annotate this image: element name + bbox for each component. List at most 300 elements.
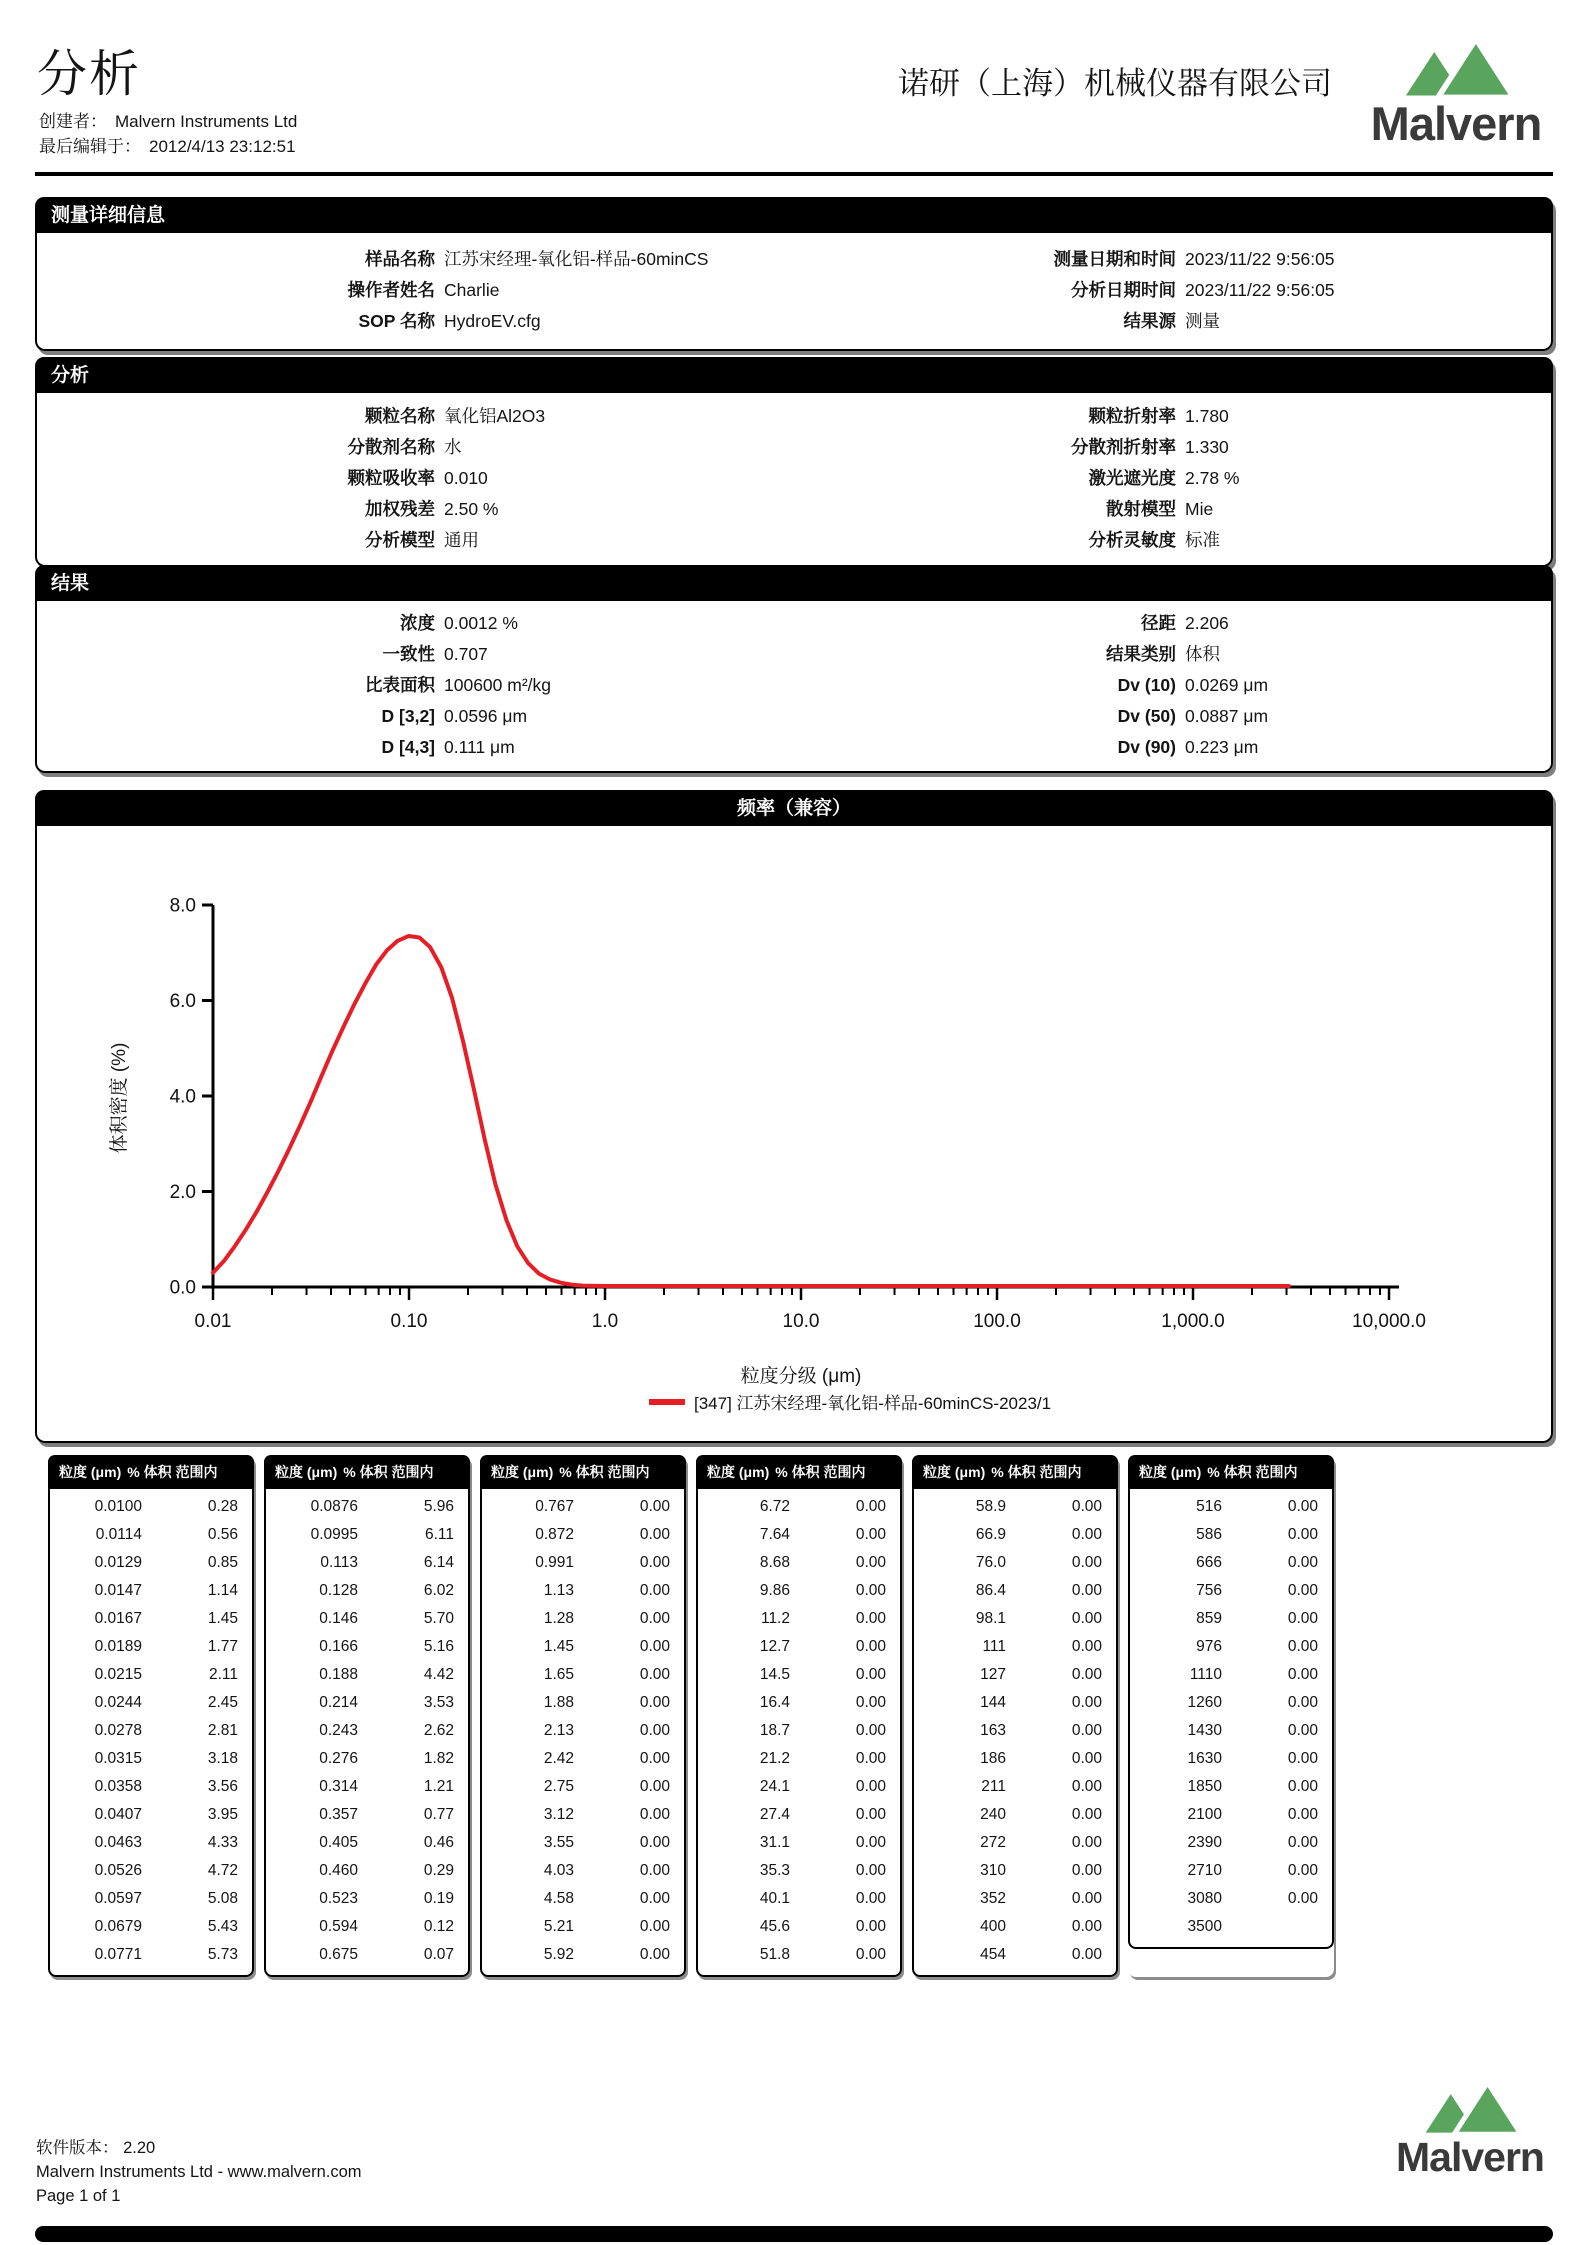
cell-volume-pct: 0.29 — [423, 1862, 454, 1879]
table-row — [482, 1941, 684, 1969]
cell-volume-pct: 0.00 — [1287, 1554, 1318, 1571]
cell-volume-pct: 0.00 — [1287, 1498, 1318, 1515]
table-row — [482, 1773, 684, 1801]
field-label: 颗粒吸收率 — [347, 468, 435, 488]
cell-size: 24.1 — [759, 1778, 790, 1795]
cell-size: 5.92 — [543, 1946, 574, 1963]
field-value: 1.780 — [1185, 406, 1229, 426]
cell-volume-pct: 0.00 — [855, 1806, 886, 1823]
field-row — [796, 494, 1551, 525]
y-tick-label: 0.0 — [169, 1277, 196, 1299]
field-label: 测量日期和时间 — [1053, 249, 1176, 269]
cell-volume-pct: 5.96 — [423, 1498, 454, 1515]
field-row — [796, 463, 1551, 494]
cell-size: 0.0189 — [94, 1638, 142, 1655]
cell-volume-pct: 0.00 — [1071, 1610, 1102, 1627]
cell-volume-pct: 0.00 — [1071, 1946, 1102, 1963]
cell-size: 0.0147 — [94, 1582, 142, 1599]
cell-volume-pct: 2.11 — [208, 1666, 238, 1683]
cell-volume-pct: 1.77 — [207, 1638, 238, 1655]
cell-size: 0.991 — [535, 1554, 574, 1571]
field-value: 江苏宋经理-氧化铝-样品-60minCS — [444, 249, 709, 269]
cell-size: 0.675 — [319, 1946, 358, 1963]
results-left-column — [37, 608, 796, 763]
table-row — [482, 1745, 684, 1773]
table-row — [50, 1577, 252, 1605]
cell-size: 0.0315 — [94, 1750, 142, 1767]
table-row — [50, 1913, 252, 1941]
cell-volume-pct: 0.00 — [855, 1610, 886, 1627]
section-analysis-title: 分析 — [35, 357, 1553, 393]
cell-volume-pct: 5.43 — [207, 1918, 238, 1935]
cell-size: 0.0278 — [94, 1722, 142, 1739]
cell-size: 666 — [1196, 1554, 1222, 1571]
header-divider — [35, 172, 1553, 176]
cell-size: 16.4 — [759, 1694, 790, 1711]
created-by-label: 创建者： — [39, 112, 107, 131]
cell-size: 0.0407 — [94, 1806, 142, 1823]
cell-volume-pct: 0.00 — [1287, 1862, 1318, 1879]
table-row — [266, 1521, 468, 1549]
table-row — [914, 1885, 1116, 1913]
cell-size: 586 — [1196, 1526, 1222, 1543]
cell-size: 0.0597 — [94, 1890, 142, 1907]
col-header-volume-in-range: % 体积 范围内 — [343, 1464, 434, 1480]
software-version-label: 软件版本： — [36, 2139, 119, 2157]
table-row — [914, 1717, 1116, 1745]
table-row — [698, 1605, 900, 1633]
table-row — [266, 1633, 468, 1661]
cell-volume-pct: 0.00 — [639, 1638, 670, 1655]
cell-size: 1260 — [1187, 1694, 1222, 1711]
field-row — [37, 701, 796, 732]
cell-volume-pct: 1.14 — [207, 1582, 238, 1599]
cell-volume-pct: 0.00 — [639, 1918, 670, 1935]
field-value: 氧化铝Al2O3 — [444, 406, 546, 426]
cell-volume-pct: 4.72 — [207, 1862, 238, 1879]
table-row — [1130, 1745, 1332, 1773]
cell-size: 0.0100 — [94, 1498, 142, 1515]
cell-size: 31.1 — [759, 1834, 790, 1851]
field-label: 激光遮光度 — [1088, 468, 1176, 488]
field-label: Dv (90) — [1117, 737, 1176, 757]
cell-size: 86.4 — [975, 1582, 1006, 1599]
table-row — [914, 1633, 1116, 1661]
cell-size: 0.0463 — [94, 1834, 142, 1851]
table-row — [1130, 1577, 1332, 1605]
cell-size: 3.12 — [543, 1806, 574, 1823]
cell-size: 27.4 — [759, 1806, 790, 1823]
field-label: 样品名称 — [365, 249, 435, 269]
cell-volume-pct: 0.00 — [1071, 1862, 1102, 1879]
cell-volume-pct: 0.00 — [855, 1918, 886, 1935]
cell-size: 2390 — [1187, 1834, 1222, 1851]
size-table-header — [264, 1455, 470, 1489]
table-row — [50, 1661, 252, 1689]
cell-size: 0.0771 — [94, 1946, 142, 1963]
field-label: D [4,3] — [381, 737, 435, 757]
malvern-logo — [1352, 40, 1560, 150]
y-tick-label: 8.0 — [169, 895, 196, 917]
cell-size: 9.86 — [759, 1582, 790, 1599]
table-row — [698, 1549, 900, 1577]
cell-size: 127 — [980, 1666, 1006, 1683]
field-row — [796, 639, 1551, 670]
cell-size: 0.767 — [535, 1498, 574, 1515]
frequency-curve — [213, 936, 1289, 1286]
size-table-body — [912, 1489, 1118, 1977]
y-axis-title: 体积密度 (%) — [109, 1042, 130, 1154]
table-row — [1130, 1661, 1332, 1689]
cell-volume-pct: 0.00 — [639, 1834, 670, 1851]
size-table-body — [480, 1489, 686, 1977]
table-row — [482, 1521, 684, 1549]
table-row — [266, 1549, 468, 1577]
table-row — [914, 1801, 1116, 1829]
size-table-body — [696, 1489, 902, 1977]
cell-volume-pct: 0.00 — [639, 1554, 670, 1571]
cell-size: 4.58 — [543, 1890, 574, 1907]
cell-size: 0.243 — [319, 1722, 358, 1739]
cell-size: 454 — [980, 1946, 1006, 1963]
col-header-volume-in-range: % 体积 范围内 — [775, 1464, 866, 1480]
table-row — [50, 1493, 252, 1521]
cell-size: 400 — [980, 1918, 1006, 1935]
field-row — [37, 275, 796, 306]
field-label: 操作者姓名 — [347, 280, 435, 300]
malvern-triangles-icon — [1424, 2083, 1516, 2137]
cell-size: 1.65 — [543, 1666, 574, 1683]
section-measurement-body — [35, 233, 1553, 351]
cell-volume-pct: 0.85 — [207, 1554, 238, 1571]
cell-size: 0.276 — [319, 1750, 358, 1767]
cell-volume-pct: 0.00 — [1071, 1890, 1102, 1907]
field-value: 通用 — [444, 530, 479, 550]
size-table — [912, 1455, 1118, 1977]
size-tables — [48, 1455, 1558, 1977]
cell-volume-pct: 0.00 — [1287, 1806, 1318, 1823]
cell-volume-pct: 0.00 — [1287, 1722, 1318, 1739]
table-row — [1130, 1773, 1332, 1801]
analysis-left-column — [37, 401, 796, 556]
field-label: Dv (50) — [1117, 706, 1176, 726]
cell-volume-pct: 0.77 — [423, 1806, 454, 1823]
cell-volume-pct: 2.62 — [423, 1722, 454, 1739]
col-header-volume-in-range: % 体积 范围内 — [991, 1464, 1082, 1480]
cell-size: 0.872 — [535, 1526, 574, 1543]
cell-size: 1.45 — [543, 1638, 574, 1655]
x-tick-label: 1.0 — [591, 1311, 619, 1332]
col-header-size: 粒度 (μm) — [59, 1464, 122, 1480]
field-row — [796, 275, 1551, 306]
table-row — [698, 1885, 900, 1913]
cell-size: 2.42 — [543, 1750, 574, 1767]
table-row — [698, 1857, 900, 1885]
section-measurement-title: 测量详细信息 — [35, 197, 1553, 233]
cell-volume-pct: 0.00 — [855, 1498, 886, 1515]
table-row — [698, 1829, 900, 1857]
cell-volume-pct: 0.00 — [639, 1666, 670, 1683]
table-row — [698, 1493, 900, 1521]
cell-volume-pct: 0.00 — [639, 1750, 670, 1767]
x-tick-label: 10.0 — [782, 1311, 820, 1332]
cell-size: 98.1 — [975, 1610, 1006, 1627]
table-row — [50, 1549, 252, 1577]
cell-size: 144 — [980, 1694, 1006, 1711]
analysis-right-column — [796, 401, 1551, 556]
table-row — [914, 1829, 1116, 1857]
table-row — [698, 1661, 900, 1689]
field-value: 体积 — [1185, 644, 1220, 664]
field-label: 分散剂名称 — [347, 437, 435, 457]
cell-volume-pct: 0.00 — [639, 1722, 670, 1739]
cell-size: 14.5 — [759, 1666, 790, 1683]
field-value: 0.111 μm — [444, 737, 515, 757]
table-row — [698, 1913, 900, 1941]
x-axis-title: 粒度分级 (μm) — [740, 1366, 862, 1387]
size-table — [696, 1455, 902, 1977]
cell-volume-pct: 0.00 — [1071, 1694, 1102, 1711]
field-row — [796, 701, 1551, 732]
field-label: D [3,2] — [381, 706, 435, 726]
cell-volume-pct: 0.00 — [1287, 1778, 1318, 1795]
table-row — [50, 1829, 252, 1857]
cell-volume-pct: 0.28 — [207, 1498, 238, 1515]
field-value: 2.206 — [1185, 613, 1229, 633]
table-row — [266, 1605, 468, 1633]
field-label: Dv (10) — [1117, 675, 1176, 695]
table-row — [482, 1689, 684, 1717]
table-row — [482, 1605, 684, 1633]
cell-volume-pct: 5.08 — [207, 1890, 238, 1907]
cell-volume-pct: 0.00 — [639, 1694, 670, 1711]
y-tick-label: 4.0 — [169, 1086, 196, 1108]
table-row — [1130, 1605, 1332, 1633]
cell-volume-pct: 0.00 — [1071, 1498, 1102, 1515]
last-edited-line — [39, 132, 296, 157]
y-tick-label: 6.0 — [169, 991, 196, 1012]
table-row — [50, 1941, 252, 1969]
cell-volume-pct: 5.70 — [423, 1610, 454, 1627]
cell-size: 1.88 — [543, 1694, 574, 1711]
cell-size: 0.0114 — [95, 1526, 142, 1543]
chart-title: 频率（兼容） — [35, 790, 1553, 826]
cell-volume-pct: 0.00 — [639, 1498, 670, 1515]
field-label: 加权残差 — [365, 499, 435, 519]
cell-size: 310 — [980, 1862, 1006, 1879]
table-row — [698, 1745, 900, 1773]
results-right-column — [796, 608, 1551, 763]
table-row — [266, 1577, 468, 1605]
field-label: 比表面积 — [365, 675, 435, 695]
table-row — [266, 1745, 468, 1773]
cell-size: 516 — [1196, 1498, 1222, 1515]
cell-size: 0.146 — [319, 1610, 358, 1627]
field-value: 0.0887 μm — [1185, 706, 1269, 726]
footer-page-number: Page 1 of 1 — [36, 2187, 121, 2205]
cell-size: 0.214 — [319, 1694, 358, 1711]
field-label: 一致性 — [382, 644, 435, 664]
cell-size: 0.357 — [319, 1806, 358, 1823]
table-row — [266, 1493, 468, 1521]
section-results-title: 结果 — [35, 565, 1553, 601]
cell-size: 58.9 — [975, 1498, 1006, 1515]
cell-volume-pct: 0.00 — [855, 1834, 886, 1851]
field-label: 颗粒折射率 — [1088, 406, 1176, 426]
cell-volume-pct: 0.00 — [855, 1582, 886, 1599]
field-row — [796, 525, 1551, 556]
field-label: 分析灵敏度 — [1088, 530, 1176, 550]
cell-volume-pct: 0.00 — [639, 1778, 670, 1795]
table-row — [698, 1633, 900, 1661]
cell-volume-pct: 0.00 — [639, 1806, 670, 1823]
cell-size: 0.523 — [319, 1890, 358, 1907]
field-value: 水 — [444, 437, 462, 457]
x-tick-label: 0.10 — [390, 1311, 428, 1332]
table-row — [266, 1857, 468, 1885]
size-table-body — [48, 1489, 254, 1977]
cell-volume-pct: 0.00 — [639, 1582, 670, 1599]
size-table-body — [264, 1489, 470, 1977]
cell-size: 0.0167 — [94, 1610, 142, 1627]
table-row — [1130, 1689, 1332, 1717]
cell-size: 0.0358 — [94, 1778, 142, 1795]
table-row — [914, 1493, 1116, 1521]
table-row — [698, 1717, 900, 1745]
field-label: 颗粒名称 — [365, 406, 435, 426]
cell-size: 272 — [980, 1834, 1006, 1851]
table-row — [698, 1577, 900, 1605]
footer — [36, 2136, 362, 2208]
size-table — [480, 1455, 686, 1977]
table-row — [482, 1913, 684, 1941]
table-row — [50, 1745, 252, 1773]
cell-size: 3080 — [1187, 1890, 1222, 1907]
cell-size: 3500 — [1187, 1918, 1222, 1935]
cell-volume-pct: 3.95 — [207, 1806, 238, 1823]
table-row — [698, 1801, 900, 1829]
table-row — [698, 1773, 900, 1801]
footer-company-line: Malvern Instruments Ltd - www.malvern.com — [36, 2163, 362, 2181]
col-header-size: 粒度 (μm) — [1139, 1464, 1202, 1480]
table-row — [914, 1577, 1116, 1605]
cell-volume-pct: 0.00 — [855, 1638, 886, 1655]
cell-volume-pct: 0.00 — [855, 1890, 886, 1907]
cell-volume-pct — [1222, 1913, 1332, 1941]
cell-size: 0.113 — [320, 1554, 358, 1571]
cell-volume-pct: 0.00 — [1287, 1750, 1318, 1767]
malvern-triangles-icon — [1404, 40, 1508, 100]
size-table-header — [1128, 1455, 1334, 1489]
field-row — [37, 401, 796, 432]
cell-size: 0.188 — [319, 1666, 358, 1683]
field-row — [796, 244, 1551, 275]
field-value: 0.707 — [444, 644, 488, 664]
cell-size: 0.0244 — [94, 1694, 142, 1711]
section-analysis-body — [35, 393, 1553, 567]
cell-size: 0.166 — [319, 1638, 358, 1655]
cell-volume-pct: 0.00 — [1071, 1554, 1102, 1571]
cell-volume-pct: 3.18 — [207, 1750, 238, 1767]
x-tick-label: 10,000.0 — [1352, 1311, 1426, 1332]
field-value: 1.330 — [1185, 437, 1229, 457]
cell-volume-pct: 0.00 — [639, 1610, 670, 1627]
cell-volume-pct: 0.00 — [1071, 1722, 1102, 1739]
x-tick-label: 100.0 — [973, 1311, 1021, 1332]
cell-size: 76.0 — [975, 1554, 1006, 1571]
col-header-size: 粒度 (μm) — [923, 1464, 986, 1480]
table-row — [266, 1829, 468, 1857]
field-row — [37, 244, 796, 275]
cell-volume-pct: 0.00 — [855, 1666, 886, 1683]
measurement-left-column — [37, 244, 796, 337]
field-value: Charlie — [444, 280, 500, 300]
table-row — [1130, 1717, 1332, 1745]
cell-volume-pct: 5.16 — [423, 1638, 454, 1655]
table-row — [482, 1885, 684, 1913]
field-label: 浓度 — [400, 613, 435, 633]
table-row — [1130, 1549, 1332, 1577]
table-row — [50, 1689, 252, 1717]
table-row — [914, 1913, 1116, 1941]
size-table-header — [480, 1455, 686, 1489]
cell-size: 2100 — [1187, 1806, 1222, 1823]
x-tick-label: 1,000.0 — [1161, 1311, 1225, 1332]
table-row — [482, 1661, 684, 1689]
cell-size: 1110 — [1189, 1666, 1222, 1683]
last-edited-value: 2012/4/13 23:12:51 — [149, 137, 296, 156]
cell-volume-pct: 1.45 — [207, 1610, 238, 1627]
cell-volume-pct: 0.00 — [1071, 1806, 1102, 1823]
cell-size: 2.13 — [543, 1722, 574, 1739]
cell-size: 0.460 — [319, 1862, 358, 1879]
cell-volume-pct: 0.00 — [639, 1862, 670, 1879]
cell-size: 0.405 — [319, 1834, 358, 1851]
size-table — [264, 1455, 470, 1977]
table-row — [50, 1857, 252, 1885]
created-by-line — [39, 107, 297, 132]
field-label: 结果源 — [1123, 311, 1176, 331]
cell-volume-pct: 0.00 — [1287, 1834, 1318, 1851]
field-label: SOP 名称 — [358, 311, 435, 331]
field-value: 0.0012 % — [444, 613, 518, 633]
field-label: 分散剂折射率 — [1071, 437, 1176, 457]
field-label: 分析日期时间 — [1071, 280, 1176, 300]
cell-volume-pct: 4.33 — [207, 1834, 238, 1851]
table-row — [482, 1549, 684, 1577]
cell-volume-pct: 4.42 — [423, 1666, 454, 1683]
cell-volume-pct: 0.00 — [1287, 1890, 1318, 1907]
field-value: 0.0596 μm — [444, 706, 528, 726]
table-row — [914, 1605, 1116, 1633]
field-row — [37, 463, 796, 494]
cell-volume-pct: 0.00 — [639, 1890, 670, 1907]
field-row — [37, 494, 796, 525]
table-row — [266, 1717, 468, 1745]
table-row — [266, 1801, 468, 1829]
table-row — [1130, 1493, 1332, 1521]
cell-size: 1.28 — [543, 1610, 574, 1627]
company-name: 诺研（上海）机械仪器有限公司 — [898, 66, 1332, 101]
cell-size: 976 — [1196, 1638, 1222, 1655]
cell-volume-pct: 0.00 — [1071, 1526, 1102, 1543]
cell-size: 0.0876 — [310, 1498, 358, 1515]
software-version-line — [36, 2136, 362, 2160]
table-row — [1130, 1885, 1332, 1913]
table-row — [266, 1913, 468, 1941]
table-row — [50, 1773, 252, 1801]
table-row — [482, 1633, 684, 1661]
